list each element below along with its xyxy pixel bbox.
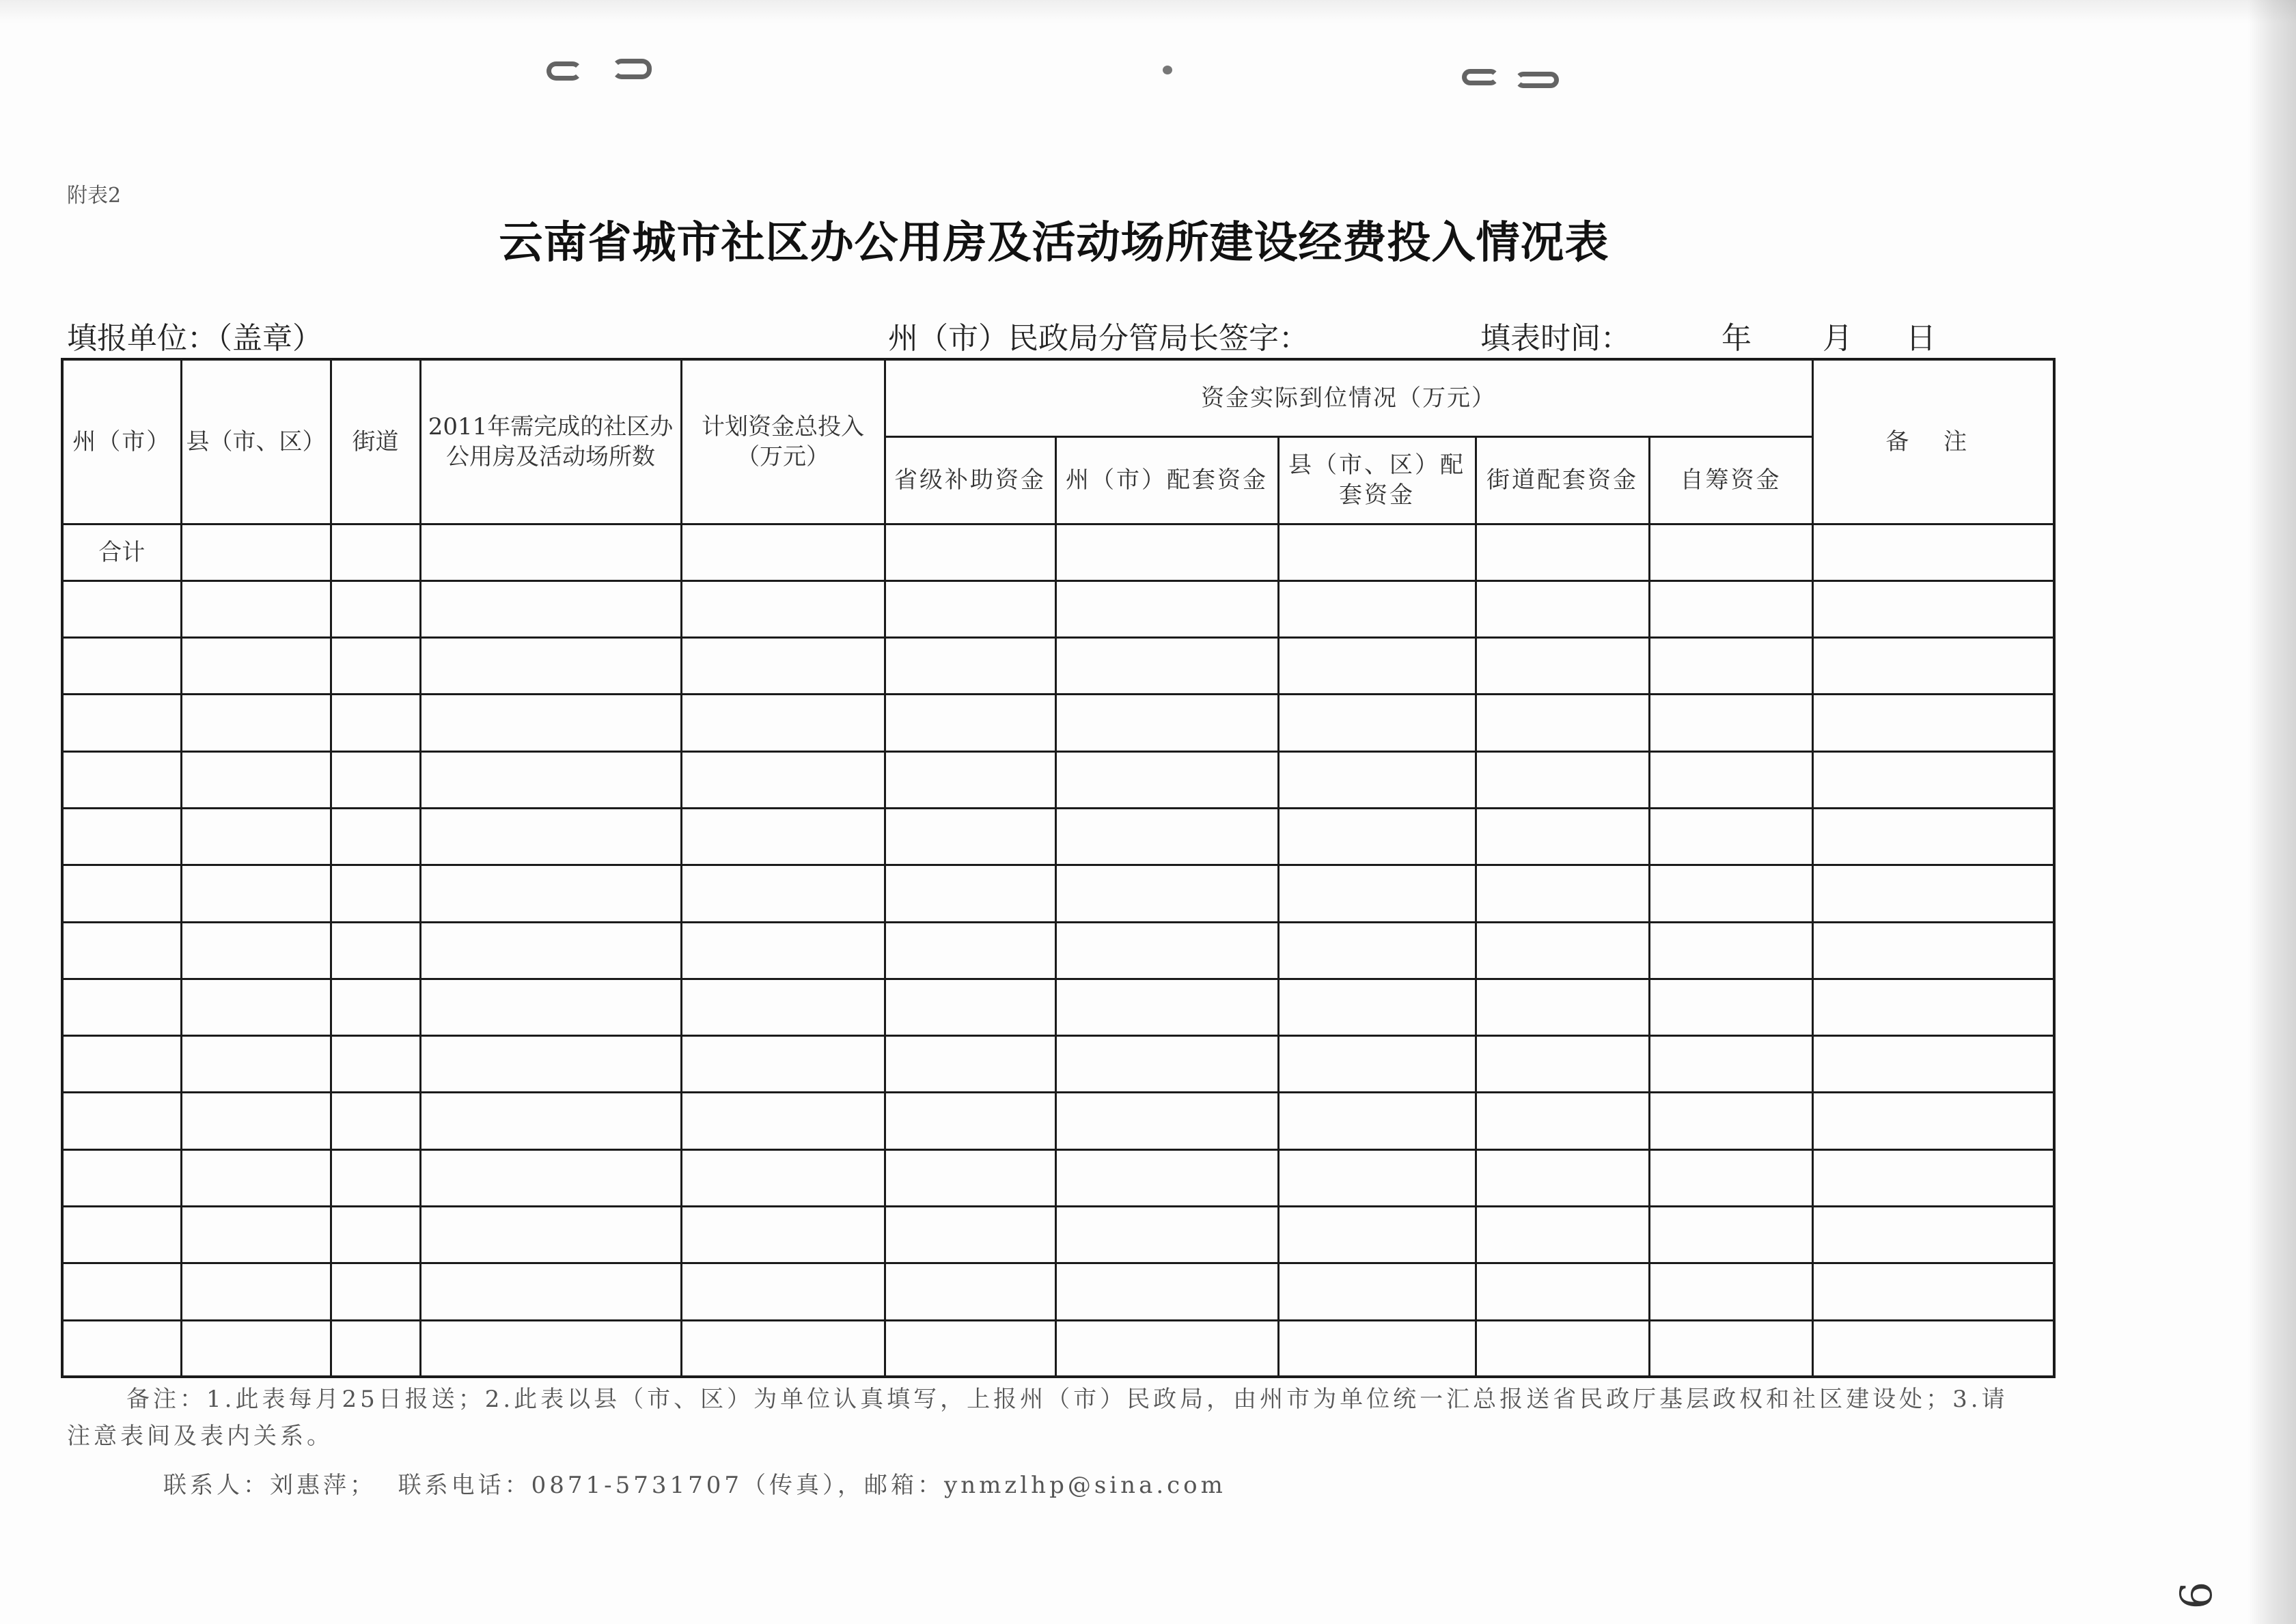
table-cell	[1812, 1320, 2054, 1377]
table-cell	[62, 922, 181, 979]
table-cell	[1649, 865, 1812, 922]
table-cell	[1476, 922, 1649, 979]
total-row-label: 合计	[62, 524, 181, 580]
table-cell	[1476, 1263, 1649, 1320]
reporting-unit-label: 填报单位：（盖章）	[67, 321, 322, 356]
table-cell	[62, 1263, 181, 1320]
table-cell	[885, 524, 1055, 580]
header-county: 县（市、区）	[181, 359, 331, 524]
table-cell	[681, 979, 885, 1035]
table-cell	[62, 1207, 181, 1263]
table-cell	[420, 580, 681, 637]
table-cell	[1278, 1263, 1476, 1320]
table-cell	[181, 1093, 331, 1149]
table-cell	[1476, 1207, 1649, 1263]
table-cell	[1278, 695, 1476, 751]
table-cell	[1812, 1207, 2054, 1263]
table-row-total	[62, 524, 2054, 580]
table-cell	[62, 638, 181, 695]
table-cell	[681, 524, 885, 580]
table-row	[62, 1263, 2054, 1320]
table-cell	[62, 979, 181, 1035]
header-street: 街道	[331, 359, 420, 524]
table-cell	[885, 580, 1055, 637]
table-cell	[1649, 524, 1812, 580]
table-cell	[1476, 751, 1649, 808]
header-provincial-subsidy: 省级补助资金	[885, 436, 1055, 524]
table-cell	[1476, 1320, 1649, 1377]
table-cell	[181, 580, 331, 637]
table-cell	[1649, 1093, 1812, 1149]
table-cell	[1476, 1036, 1649, 1093]
signature-label: 州（市）民政局分管局长签字：	[888, 321, 1309, 356]
table-cell	[1278, 922, 1476, 979]
table-cell	[181, 808, 331, 865]
table-cell	[1649, 695, 1812, 751]
table-cell	[420, 1207, 681, 1263]
table-cell	[331, 695, 420, 751]
table-cell	[1649, 1149, 1812, 1206]
table-row	[62, 695, 2054, 751]
table-cell	[1812, 979, 2054, 1035]
table-cell	[1649, 1036, 1812, 1093]
table-cell	[1812, 580, 2054, 637]
header-self-raised: 自筹资金	[1649, 436, 1812, 524]
table-cell	[1055, 695, 1278, 751]
table-cell	[331, 979, 420, 1035]
page-title: 云南省城市社区办公用房及活动场所建设经费投入情况表	[499, 217, 1609, 268]
header-actual-funding: 资金实际到位情况（万元）	[885, 359, 1812, 436]
table-cell	[181, 638, 331, 695]
table-cell	[420, 638, 681, 695]
table-cell	[1812, 1149, 2054, 1206]
table-cell	[181, 1207, 331, 1263]
table-cell	[62, 1320, 181, 1377]
header-street-matching: 街道配套资金	[1476, 436, 1649, 524]
table-cell	[885, 1036, 1055, 1093]
table-cell	[681, 1207, 885, 1263]
table-cell	[1649, 638, 1812, 695]
table-cell	[331, 580, 420, 637]
table-cell	[1649, 922, 1812, 979]
header-prefecture: 州（市）	[62, 359, 181, 524]
table-cell	[1055, 751, 1278, 808]
table-cell	[62, 580, 181, 637]
month-label: 月	[1823, 321, 1853, 356]
table-cell	[1278, 1207, 1476, 1263]
table-row	[62, 865, 2054, 922]
table-cell	[420, 865, 681, 922]
table-cell	[681, 580, 885, 637]
table-cell	[181, 922, 331, 979]
table-cell	[420, 695, 681, 751]
table-cell	[420, 1320, 681, 1377]
table-cell	[681, 1320, 885, 1377]
table-cell	[1055, 580, 1278, 637]
table-cell	[1476, 979, 1649, 1035]
table-cell	[331, 751, 420, 808]
table-cell	[331, 865, 420, 922]
table-cell	[1278, 1149, 1476, 1206]
table-cell	[681, 638, 885, 695]
table-row	[62, 580, 2054, 637]
table-cell	[420, 524, 681, 580]
table-cell	[420, 1263, 681, 1320]
table-cell	[62, 1149, 181, 1206]
table-cell	[1055, 638, 1278, 695]
table-cell	[1649, 979, 1812, 1035]
table-cell	[331, 1320, 420, 1377]
table-cell	[1812, 808, 2054, 865]
attachment-label: 附表2	[67, 184, 122, 208]
table-row	[62, 808, 2054, 865]
table-cell	[1812, 1036, 2054, 1093]
table-cell	[1055, 1093, 1278, 1149]
header-remarks: 备 注	[1812, 359, 2054, 524]
day-label: 日	[1906, 321, 1936, 356]
table-cell	[181, 695, 331, 751]
table-cell	[1812, 865, 2054, 922]
table-cell	[1812, 524, 2054, 580]
table-cell	[1812, 1093, 2054, 1149]
table-cell	[1812, 695, 2054, 751]
table-cell	[1476, 865, 1649, 922]
table-cell	[1476, 524, 1649, 580]
binder-hole-mark	[547, 61, 582, 81]
header-sites-2011: 2011年需完成的社区办公用房及活动场所数	[420, 359, 681, 524]
table-cell	[331, 524, 420, 580]
funding-table	[61, 358, 2056, 1378]
table-cell	[331, 1149, 420, 1206]
table-cell	[331, 638, 420, 695]
table-cell	[885, 865, 1055, 922]
table-row	[62, 922, 2054, 979]
table-row	[62, 751, 2054, 808]
table-cell	[885, 922, 1055, 979]
table-row	[62, 979, 2054, 1035]
table-cell	[1649, 808, 1812, 865]
binder-hole-mark	[1462, 69, 1499, 85]
table-cell	[331, 1093, 420, 1149]
table-cell	[420, 922, 681, 979]
table-cell	[885, 638, 1055, 695]
table-cell	[885, 1207, 1055, 1263]
table-row	[62, 638, 2054, 695]
table-cell	[1278, 979, 1476, 1035]
table-cell	[181, 979, 331, 1035]
table-cell	[1055, 922, 1278, 979]
table-cell	[885, 1149, 1055, 1206]
table-row	[62, 1149, 2054, 1206]
table-cell	[420, 1093, 681, 1149]
contact-info: 联系人：刘惠萍； 联系电话：0871-5731707（传真），邮箱：ynmzlhp@sina.com	[163, 1472, 1226, 1499]
table-cell	[1055, 1263, 1278, 1320]
header-row	[62, 359, 2054, 436]
table-cell	[181, 751, 331, 808]
table-cell	[1476, 808, 1649, 865]
table-cell	[1476, 1149, 1649, 1206]
table-cell	[1055, 524, 1278, 580]
table-cell	[1278, 808, 1476, 865]
table-cell	[181, 1320, 331, 1377]
table-cell	[1278, 638, 1476, 695]
table-cell	[681, 1093, 885, 1149]
table-cell	[420, 808, 681, 865]
header-county-matching: 县（市、区）配套资金	[1278, 436, 1476, 524]
table-cell	[885, 1320, 1055, 1377]
year-label: 年	[1721, 321, 1752, 356]
page-number: 6	[2172, 1581, 2222, 1610]
table-cell	[62, 1093, 181, 1149]
table-row	[62, 1093, 2054, 1149]
table-cell	[885, 1263, 1055, 1320]
binder-hole-mark	[612, 59, 652, 79]
table-cell	[420, 1036, 681, 1093]
table-cell	[681, 865, 885, 922]
table-cell	[62, 1036, 181, 1093]
table-cell	[885, 695, 1055, 751]
table-row	[62, 1207, 2054, 1263]
table-cell	[1649, 1263, 1812, 1320]
table-cell	[1055, 1149, 1278, 1206]
table-cell	[1278, 1320, 1476, 1377]
table-row	[62, 1036, 2054, 1093]
table-cell	[681, 751, 885, 808]
table-cell	[1649, 751, 1812, 808]
table-cell	[1278, 524, 1476, 580]
header-planned-investment: 计划资金总投入（万元）	[681, 359, 885, 524]
table-cell	[1649, 1320, 1812, 1377]
table-cell	[1476, 580, 1649, 637]
table-cell	[885, 751, 1055, 808]
table-cell	[681, 1036, 885, 1093]
binder-hole-mark	[1163, 66, 1172, 74]
table-cell	[1476, 638, 1649, 695]
table-cell	[181, 524, 331, 580]
fill-date-label: 填表时间：	[1480, 321, 1631, 356]
table-cell	[681, 1263, 885, 1320]
table-cell	[1812, 1263, 2054, 1320]
table-cell	[1278, 1036, 1476, 1093]
table-cell	[1278, 580, 1476, 637]
scan-shadow-right	[2247, 0, 2296, 1624]
table-cell	[681, 922, 885, 979]
table-cell	[1812, 751, 2054, 808]
table-cell	[181, 865, 331, 922]
header-prefecture-matching: 州（市）配套资金	[1055, 436, 1278, 524]
table-cell	[331, 808, 420, 865]
table-cell	[331, 922, 420, 979]
table-cell	[62, 695, 181, 751]
table-cell	[1055, 1207, 1278, 1263]
table-cell	[181, 1149, 331, 1206]
table-cell	[420, 1149, 681, 1206]
table-cell	[1278, 751, 1476, 808]
table-cell	[681, 1149, 885, 1206]
binder-hole-mark	[1515, 72, 1559, 88]
table-cell	[62, 808, 181, 865]
table-cell	[885, 979, 1055, 1035]
table-cell	[1055, 808, 1278, 865]
table-cell	[1055, 865, 1278, 922]
table-cell	[885, 808, 1055, 865]
table-cell	[331, 1263, 420, 1320]
table-cell	[420, 979, 681, 1035]
table-cell	[1649, 1207, 1812, 1263]
table-cell	[331, 1207, 420, 1263]
table-cell	[1649, 580, 1812, 637]
table-cell	[681, 695, 885, 751]
table-cell	[885, 1093, 1055, 1149]
table-cell	[1812, 638, 2054, 695]
table-cell	[1476, 695, 1649, 751]
table-cell	[681, 808, 885, 865]
table-cell	[62, 865, 181, 922]
table-cell	[1278, 865, 1476, 922]
table-cell	[1812, 922, 2054, 979]
table-cell	[62, 751, 181, 808]
table-cell	[1278, 1093, 1476, 1149]
table-cell	[331, 1036, 420, 1093]
table-cell	[181, 1263, 331, 1320]
table-cell	[1055, 979, 1278, 1035]
table-cell	[1476, 1093, 1649, 1149]
table-cell	[1055, 1320, 1278, 1377]
table-cell	[1055, 1036, 1278, 1093]
scan-shadow-top	[0, 0, 2296, 23]
table-row	[62, 1320, 2054, 1377]
form-notes: 备注：1.此表每月25日报送；2.此表以县（市、区）为单位认真填写，上报州（市）民政局，由州市为单位统一汇总报送省民政厅基层政权和社区建设处；3.请注意表间及表内关系。	[67, 1386, 2008, 1450]
table-cell	[181, 1036, 331, 1093]
table-cell	[420, 751, 681, 808]
